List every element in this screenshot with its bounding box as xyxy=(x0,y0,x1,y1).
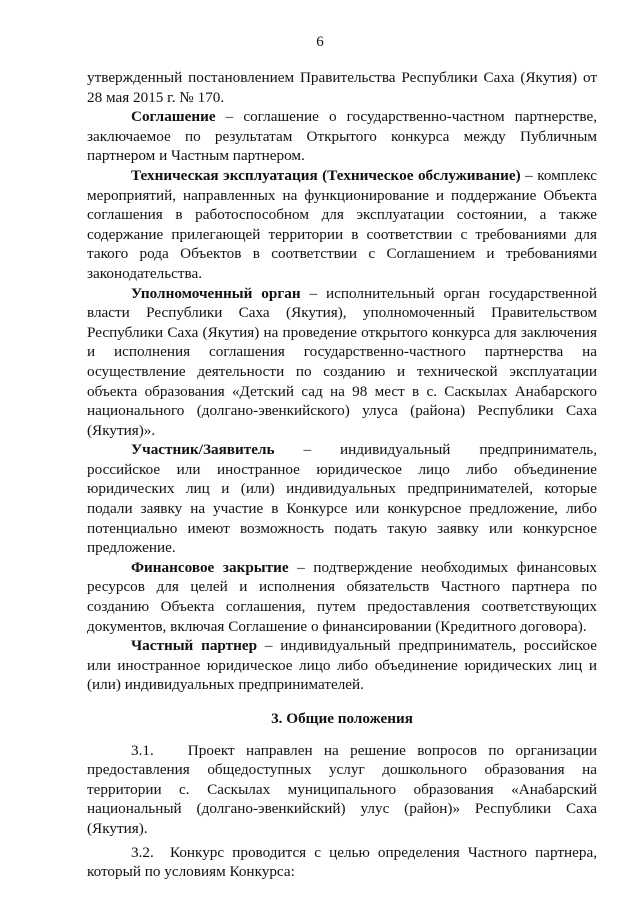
definition-agreement xyxy=(87,107,597,166)
definition-authorized-body xyxy=(87,284,597,441)
definition-term: Участник/Заявитель xyxy=(131,441,275,459)
clause-text: Проект направлен на решение вопросов по организации предоставления общедоступных услуг дошкольного образования на территории с. Саскылах муниципального образования «Анабарский национальный (долгано-эвенкийский) улус (район)» Республики Саха (Якутия). xyxy=(87,741,598,837)
intro-paragraph: утвержденный постановлением Правительства Республики Саха (Якутия) от 28 мая 2015 г. № 170. xyxy=(87,69,597,106)
definition-text: – комплекс мероприятий, направленных на функционирование и поддержание Объекта соглашения в работоспособном для эксплуатации состоянии, а также содержание прилегающей территории в соответствии с требованиями для такого рода Объектов в соответствии с Соглашением и требованиями законодательства. xyxy=(87,166,597,282)
definition-text: – индивидуальный предприниматель, российское или иностранное юридическое лицо либо объединение юридических лиц и (или) индивидуальных предпринимателей. xyxy=(87,637,597,694)
page-number: 6 xyxy=(316,34,324,50)
definition-text: – индивидуальный предприниматель, российское или иностранное юридическое лицо либо объединение юридических лиц и (или) индивидуальных предпринимателей, которые подали заявку на участие в Конкурсе или конкурсное предложение, либо потенциально имеют возможность подать такую заявку или конкурсное предложение. xyxy=(87,441,597,557)
definition-text: – подтверждение необходимых финансовых ресурсов для целей и исполнения обязательств Частного партнера по созданию Объекта соглашения, путем предоставления соответствующих документов, включая Соглашение о финансировании (Кредитного договора). xyxy=(87,558,598,635)
clause-3-2 xyxy=(87,843,597,882)
definition-private-partner xyxy=(87,636,597,695)
definition-technical-operation xyxy=(87,166,597,284)
clause-number: 3.1. xyxy=(131,741,154,759)
clause-3-1 xyxy=(87,741,597,839)
definition-term: Соглашение xyxy=(131,108,216,126)
clause-text: Конкурс проводится с целью определения Частного партнера, который по условиям Конкурса: xyxy=(87,843,597,881)
section-heading: 3. Общие положения xyxy=(271,710,413,727)
definition-participant xyxy=(87,440,597,558)
definition-term: Уполномоченный орган xyxy=(131,284,301,302)
definition-term: Частный партнер xyxy=(131,637,258,655)
definition-financial-close xyxy=(87,558,597,636)
definition-text: – исполнительный орган государственной власти Республики Саха (Якутия), уполномоченный Правительством Республики Саха (Якутия) на проведение открытого конкурса для заключения и исполнения соглашения государственно-частного партнерства на осуществление деятельности по созданию и технической эксплуатации объекта образования «Детский сад на 98 мест в с. Саскылах Анабарского национального (долгано-эвенкийского) улуса (района) Республики Саха (Якутия)». xyxy=(87,284,597,439)
definition-text: – соглашение о государственно-частном партнерстве, заключаемое по результатам Открытого конкурса между Публичным партнером и Частным партнером. xyxy=(87,108,597,165)
definition-term: Финансовое закрытие xyxy=(131,558,289,576)
clause-number: 3.2. xyxy=(131,843,154,861)
document-body xyxy=(87,68,597,882)
definition-term: Техническая эксплуатация (Техническое обслуживание) xyxy=(131,166,521,184)
